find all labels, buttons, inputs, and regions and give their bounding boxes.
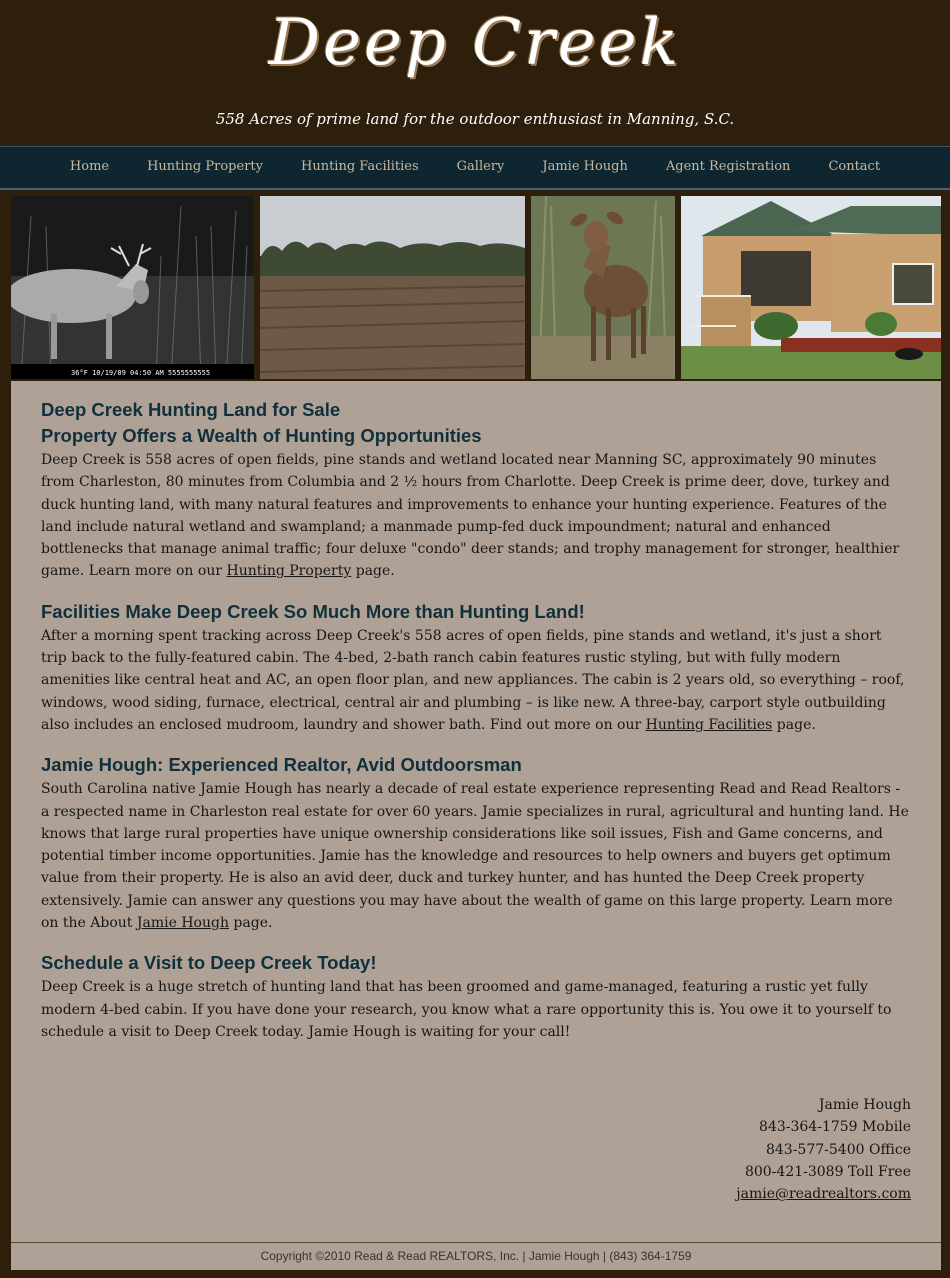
section-title-schedule: Schedule a Visit to Deep Creek Today!	[41, 952, 377, 974]
main-content	[11, 381, 941, 1242]
site-logo[interactable]: Deep Creek	[268, 6, 682, 80]
main-nav	[0, 146, 950, 190]
site-tagline: 558 Acres of prime land for the outdoor enthusiast in Manning, S.C.	[215, 110, 735, 128]
nav-contact[interactable]: Contact	[828, 159, 881, 174]
trail-cam-stamp: 36°F 10/19/09 04:50 AM 5555555555	[71, 369, 211, 377]
section-text-jamie: South Carolina native Jamie Hough has nearly a decade of real estate experience representing Read and Read Realtors - a respected name in Charleston real estate for over 60 years. Jamie specializes in rural, agricultural and hunting land. He knows that large rural properties have unique ownership considerations like soil issues, Fish and Game concerns, and potential timber income opportunities. Jamie has the knowledge and resources to help owners and buyers get optimum value from their property. He is also an avid deer, duck and turkey hunter, and has hunted the Deep Creek property extensively. Jamie can answer any questions you may have about the wealth of game on this large property. Learn more on the About Jamie Hough page.	[41, 781, 909, 932]
contact-block	[736, 1094, 911, 1205]
cabin-photo	[681, 196, 941, 379]
nav-hunting-facilities[interactable]: Hunting Facilities	[300, 159, 419, 174]
jamie-hough-link[interactable]: Jamie Hough	[136, 915, 229, 932]
site-header	[0, 0, 950, 147]
nav-gallery[interactable]: Gallery	[456, 159, 505, 174]
hunting-facilities-link[interactable]: Hunting Facilities	[645, 716, 773, 733]
field-photo	[260, 196, 525, 379]
nav-agent-registration[interactable]: Agent Registration	[665, 159, 791, 174]
contact-office: 843-577-5400 Office	[765, 1141, 911, 1158]
site-footer: Copyright ©2010 Read & Read REALTORS, Inc. | Jamie Hough | (843) 364-1759	[11, 1242, 941, 1270]
section-text-schedule: Deep Creek is a huge stretch of hunting land that has been groomed and game-managed, featuring a rustic yet fully modern 4-bed cabin. If you have done your research, you know what a rare opportunity this is. You owe it to yourself to schedule a visit to Deep Creek today. Jamie Hough is waiting for your call!	[41, 979, 892, 1040]
photo-strip	[11, 196, 941, 380]
page-title: Deep Creek Hunting Land for Sale	[41, 399, 341, 420]
trail-cam-buck-photo	[11, 196, 254, 379]
contact-mobile: 843-364-1759 Mobile	[759, 1119, 911, 1136]
nav-home[interactable]: Home	[69, 159, 110, 174]
section-title-property: Property Offers a Wealth of Hunting Opportunities	[41, 425, 482, 446]
deer-photo	[531, 196, 675, 379]
hunting-property-link[interactable]: Hunting Property	[226, 563, 352, 580]
section-title-facilities: Facilities Make Deep Creek So Much More than Hunting Land!	[41, 600, 585, 622]
contact-tollfree: 800-421-3089 Toll Free	[744, 1163, 911, 1180]
nav-hunting-property[interactable]: Hunting Property	[147, 159, 263, 174]
contact-email-link[interactable]: jamie@readrealtors.com	[736, 1186, 911, 1203]
nav-jamie-hough[interactable]: Jamie Hough	[542, 159, 628, 174]
section-text-property: Deep Creek is 558 acres of open fields, pine stands and wetland located near Manning SC, approximately 90 minutes from Charleston, 80 minutes from Columbia and 2 ½ hours from Charlotte. Deep Creek is prime deer, dove, turkey and duck hunting land, with many natural features and improvements to enhance your hunting experience. Features of the land include natural wetland and swampland; a manmade pump-fed duck impoundment; natural and enhanced bottlenecks that manage animal traffic; four deluxe "condo" deer stands; and trophy management for stronger, healthier game. Learn more on our Hunting Property page.	[41, 452, 900, 580]
section-title-jamie: Jamie Hough: Experienced Realtor, Avid Outdoorsman	[41, 754, 522, 776]
section-text-facilities: After a morning spent tracking across Deep Creek's 558 acres of open fields, pine stands and wetland, it's just a short trip back to the fully-featured cabin. The 4-bed, 2-bath ranch cabin features rustic styling, but with fully modern amenities like central heat and AC, an open floor plan, and new appliances. The cabin is 2 years old, so everything – roof, windows, wood siding, furnace, electrical, central air and plumbing – is like new. A three-bay, carport style outbuilding also includes an enclosed mudroom, laundry and shower bath. Find out more on our Hunting Facilities page.	[41, 627, 905, 733]
contact-name: Jamie Hough	[818, 1097, 911, 1113]
